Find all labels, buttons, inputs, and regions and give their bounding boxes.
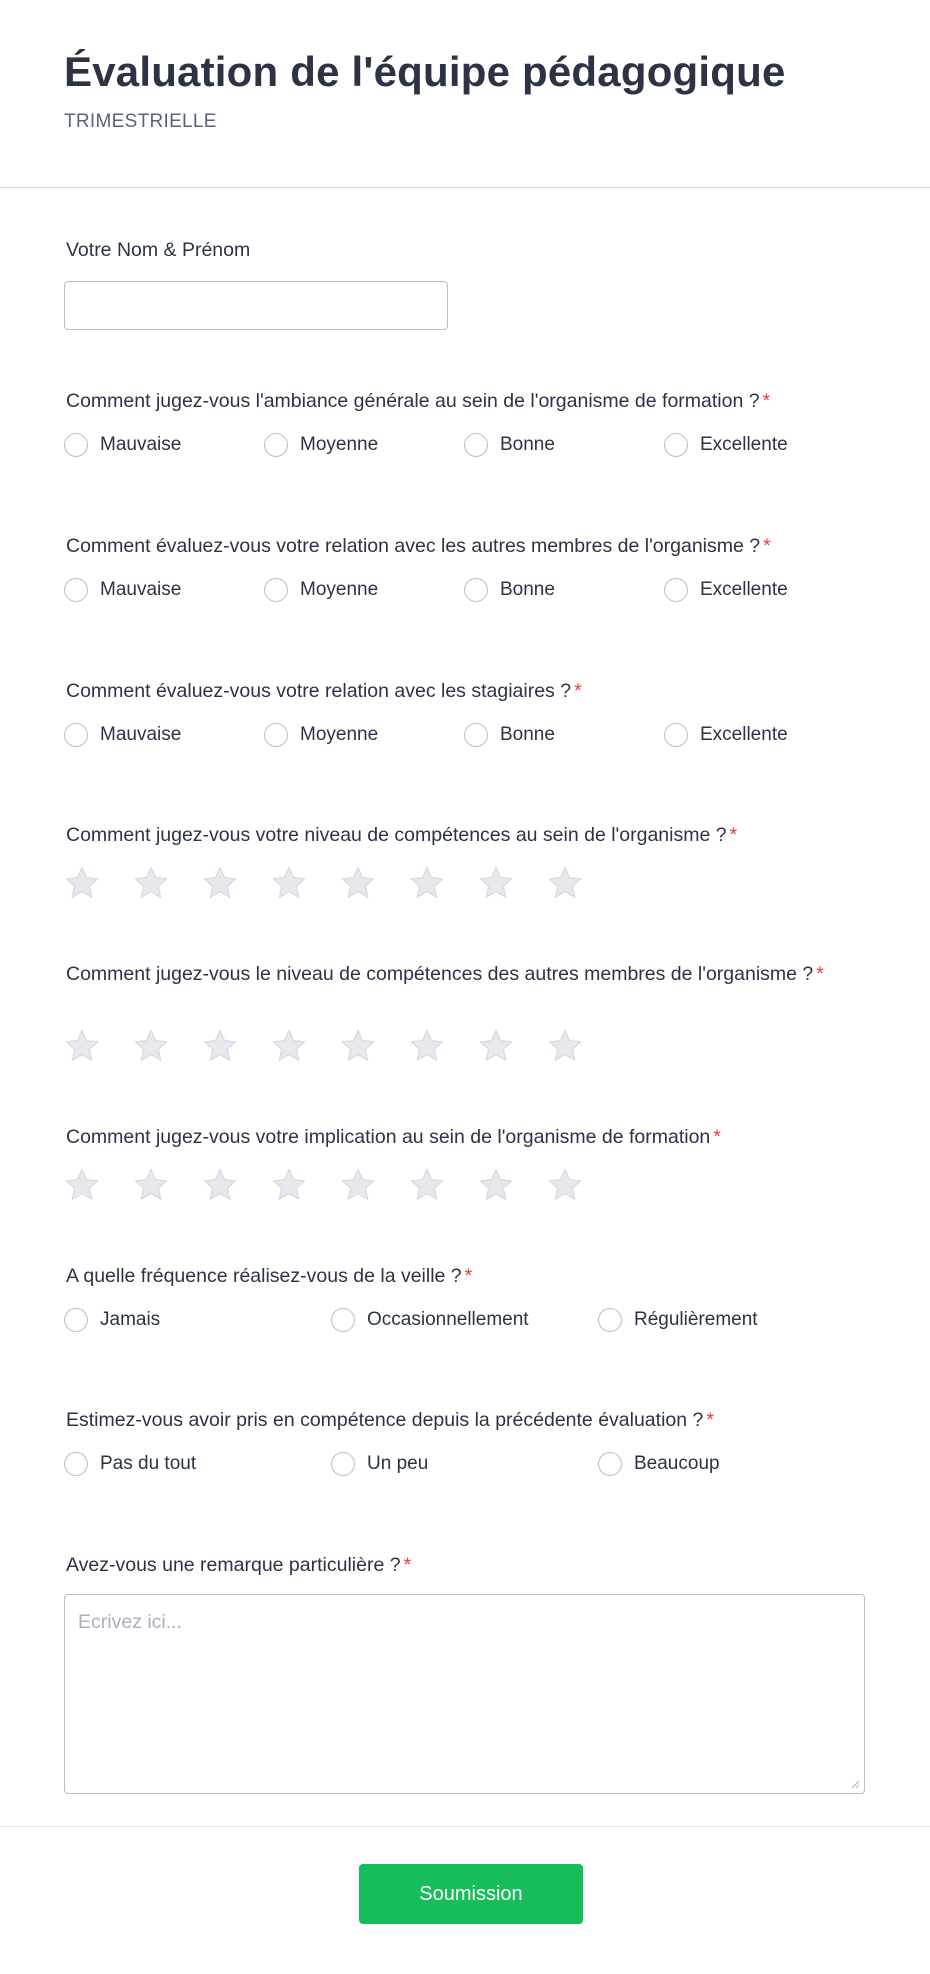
submit-button[interactable]: Soumission [359,1864,583,1924]
q1-option-excellente[interactable]: Excellente [664,432,788,458]
star-icon[interactable] [62,1027,102,1067]
footer-divider [0,1826,930,1827]
star-icon[interactable] [62,1166,102,1206]
radio-circle[interactable] [664,723,688,747]
radio-circle[interactable] [464,578,488,602]
q3-label: Comment évaluez-vous votre relation avec les stagiaires ? * [66,680,582,702]
star-icon[interactable] [476,864,516,904]
required-marker: * [763,535,771,557]
star-icon[interactable] [407,1166,447,1206]
star-icon[interactable] [338,1166,378,1206]
required-marker: * [713,1126,721,1148]
star-icon[interactable] [269,864,309,904]
q7-option-jamais[interactable]: Jamais [64,1307,160,1333]
q7-option-occasionnellement[interactable]: Occasionnellement [331,1307,529,1333]
required-marker: * [464,1265,473,1287]
star-icon[interactable] [338,1027,378,1067]
star-icon[interactable] [62,864,102,904]
star-icon[interactable] [407,1027,447,1067]
name-label: Votre Nom & Prénom [66,239,251,261]
q6-label: Comment jugez-vous votre implication au sein de l'organisme de formation * [66,1126,721,1148]
q2-option-bonne[interactable]: Bonne [464,577,555,603]
q2-label: Comment évaluez-vous votre relation avec les autres membres de l'organisme ? * [66,535,771,557]
q8-label: Estimez-vous avoir pris en compétence depuis la précédente évaluation ? * [66,1409,714,1431]
radio-circle[interactable] [264,723,288,747]
star-icon[interactable] [269,1166,309,1206]
q2-option-mauvaise[interactable]: Mauvaise [64,577,181,603]
q1-label: Comment jugez-vous l'ambiance générale au sein de l'organisme de formation ? * [66,390,771,412]
radio-circle[interactable] [464,433,488,457]
q1-option-mauvaise[interactable]: Mauvaise [64,432,181,458]
required-marker: * [574,680,582,702]
radio-circle[interactable] [64,1308,88,1332]
radio-circle[interactable] [664,433,688,457]
star-icon[interactable] [545,1166,585,1206]
radio-circle[interactable] [264,578,288,602]
star-icon[interactable] [131,864,171,904]
star-icon[interactable] [200,864,240,904]
form-header [0,0,930,188]
q7-option-regulierement[interactable]: Régulièrement [598,1307,758,1333]
star-icon[interactable] [545,864,585,904]
radio-circle[interactable] [64,723,88,747]
radio-circle[interactable] [664,578,688,602]
required-marker: * [729,824,738,846]
q3-option-moyenne[interactable]: Moyenne [264,722,378,748]
star-icon[interactable] [200,1166,240,1206]
required-marker: * [816,963,824,985]
remark-placeholder: Ecrivez ici... [78,1611,183,1633]
radio-circle[interactable] [331,1308,355,1332]
q2-option-excellente[interactable]: Excellente [664,577,788,603]
remark-textarea[interactable] [64,1594,865,1794]
q5-label: Comment jugez-vous le niveau de compétences des autres membres de l'organisme ? * [66,963,824,985]
q7-label: A quelle fréquence réalisez-vous de la veille ? * [66,1265,473,1287]
name-input[interactable] [64,281,448,330]
q3-option-mauvaise[interactable]: Mauvaise [64,722,181,748]
star-icon[interactable] [545,1027,585,1067]
radio-circle[interactable] [331,1452,355,1476]
required-marker: * [762,390,771,412]
resize-grip-icon[interactable] [850,1779,860,1789]
radio-circle[interactable] [598,1452,622,1476]
form-subtitle: TRIMESTRIELLE [64,111,217,132]
star-icon[interactable] [131,1166,171,1206]
q1-option-bonne[interactable]: Bonne [464,432,555,458]
radio-circle[interactable] [264,433,288,457]
required-marker: * [403,1554,412,1576]
star-icon[interactable] [269,1027,309,1067]
q9-label: Avez-vous une remarque particulière ? * [66,1554,412,1576]
q8-option-beaucoup[interactable]: Beaucoup [598,1451,720,1477]
radio-circle[interactable] [64,578,88,602]
star-icon[interactable] [131,1027,171,1067]
star-icon[interactable] [407,864,447,904]
radio-circle[interactable] [64,433,88,457]
form-title: Évaluation de l'équipe pédagogique [64,48,786,95]
required-marker: * [706,1409,714,1431]
star-icon[interactable] [338,864,378,904]
q8-option-un-peu[interactable]: Un peu [331,1451,428,1477]
q1-option-moyenne[interactable]: Moyenne [264,432,378,458]
q8-option-pas-du-tout[interactable]: Pas du tout [64,1451,196,1477]
radio-circle[interactable] [598,1308,622,1332]
q3-option-excellente[interactable]: Excellente [664,722,788,748]
star-icon[interactable] [476,1027,516,1067]
radio-circle[interactable] [464,723,488,747]
star-icon[interactable] [200,1027,240,1067]
radio-circle[interactable] [64,1452,88,1476]
q4-label: Comment jugez-vous votre niveau de compétences au sein de l'organisme ? * [66,824,738,846]
q3-option-bonne[interactable]: Bonne [464,722,555,748]
q2-option-moyenne[interactable]: Moyenne [264,577,378,603]
star-icon[interactable] [476,1166,516,1206]
